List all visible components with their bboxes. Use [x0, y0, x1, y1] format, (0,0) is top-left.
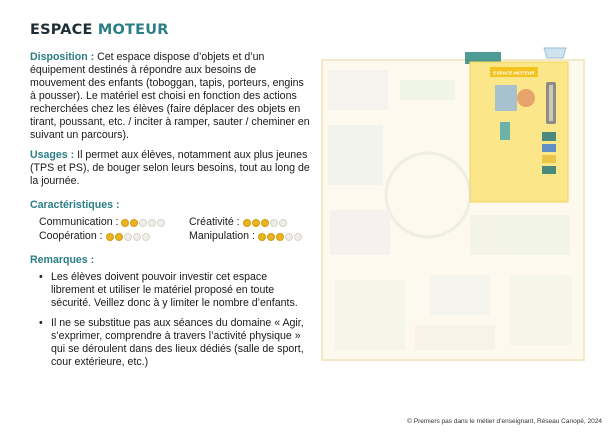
ball [517, 89, 535, 107]
list-item: • Il ne se substitue pas aux séances du domaine « Agir, s’exprimer, comprendre à travers l’activité physique » qui se déroulent dans des lieux dédiés (salle de sport, cour extérieure, etc.) [39, 317, 312, 369]
remarques-heading: Remarques : [30, 254, 95, 266]
rating-stars [243, 219, 287, 227]
rating-stars [106, 233, 150, 241]
star-filled-icon [276, 233, 284, 241]
star-filled-icon [252, 219, 260, 227]
remarques-list [30, 271, 312, 369]
area-block [328, 70, 388, 110]
star-filled-icon [267, 233, 275, 241]
rating-stars [258, 233, 302, 241]
star-empty-icon [148, 219, 156, 227]
block [542, 166, 556, 174]
characteristic-item: Manipulation : [189, 230, 329, 243]
zone-label: ESPACE MOTEUR [493, 71, 535, 77]
area-block [470, 215, 570, 255]
basket-icon [544, 48, 566, 58]
star-empty-icon [285, 233, 293, 241]
characteristic-item: Communication : [39, 216, 189, 229]
classroom-floor-plan [320, 40, 590, 365]
area-block [510, 275, 572, 345]
star-empty-icon [139, 219, 147, 227]
footer-credit: © Premiers pas dans le métier d’enseignant, Réseau Canopé, 2024 [407, 418, 602, 425]
star-filled-icon [115, 233, 123, 241]
star-empty-icon [270, 219, 278, 227]
star-empty-icon [279, 219, 287, 227]
block [542, 155, 556, 163]
page-title: ESPACE MOTEUR [30, 22, 169, 38]
block [542, 132, 556, 141]
area-block [430, 275, 490, 315]
characteristic-item: Créativité : [189, 216, 329, 229]
star-filled-icon [261, 219, 269, 227]
usages-label: Usages : [30, 149, 75, 161]
usages-text: Il permet aux élèves, notamment aux plus jeunes (TPS et PS), de bouger selon leurs besoins, tout au long de la journée. [30, 149, 310, 187]
star-filled-icon [106, 233, 114, 241]
area-block [335, 280, 405, 350]
disposition-paragraph [30, 51, 312, 142]
porteur [500, 122, 510, 140]
area-block [328, 125, 383, 185]
star-filled-icon [121, 219, 129, 227]
caracteristiques-grid [30, 216, 312, 243]
caracteristiques-heading: Caractéristiques : [30, 199, 120, 211]
star-filled-icon [258, 233, 266, 241]
area-block [330, 210, 390, 255]
star-empty-icon [124, 233, 132, 241]
star-empty-icon [157, 219, 165, 227]
area-block [415, 325, 495, 350]
characteristic-item: Coopération : [39, 230, 189, 243]
text-column [30, 22, 312, 376]
usages-paragraph [30, 149, 312, 188]
star-empty-icon [294, 233, 302, 241]
star-empty-icon [142, 233, 150, 241]
block [542, 144, 556, 152]
star-filled-icon [243, 219, 251, 227]
list-item: • Les élèves doivent pouvoir investir cet espace librement et utiliser le matériel proposé en toute sécurité. Veillez donc à y limiter le nombre d’enfants. [39, 271, 312, 310]
disposition-text: Cet espace dispose d’objets et d’un équipement destinés à répondre aux besoins de mouvement des enfants (toboggan, tapis, porteurs, engins à pousser). Le matériel est choisi en fonction des actions recherchées chez les élèves (faire déplacer des objets en tirant, poussant, etc. / inciter à ramper, sauter / cheminer en suivant un parcours). [30, 51, 310, 141]
tapis-mat [495, 85, 517, 111]
star-filled-icon [130, 219, 138, 227]
disposition-label: Disposition : [30, 51, 95, 63]
toboggan-track [549, 85, 553, 121]
area-block [400, 80, 455, 100]
star-empty-icon [133, 233, 141, 241]
rating-stars [121, 219, 165, 227]
